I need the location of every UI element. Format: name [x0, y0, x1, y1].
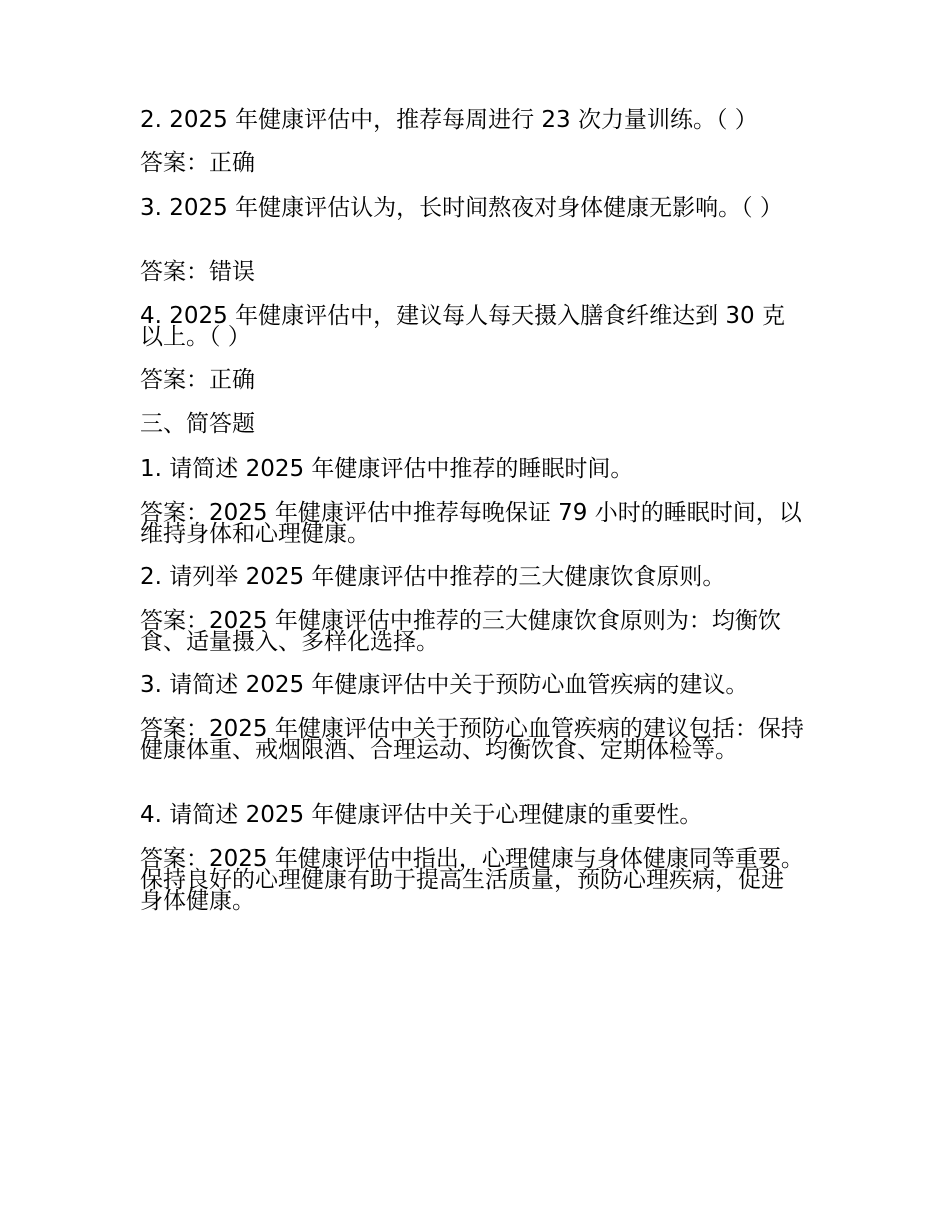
- sa-question-3: 3. 请简述 2025 年健康评估中关于预防心血管疾病的建议。: [140, 672, 749, 698]
- sa-answer-2: 答案：2025 年健康评估中推荐的三大健康饮食原则为：均衡饮食、适量摄入、多样化选择。: [140, 608, 781, 655]
- sa-question-1: 1. 请简述 2025 年健康评估中推荐的睡眠时间。: [140, 456, 634, 482]
- sa-answer-3: 答案：2025 年健康评估中关于预防心血管疾病的建议包括：保持健康体重、戒烟限酒、合理运动、均衡饮食、定期体检等。: [140, 716, 804, 763]
- sa-answer-1: 答案：2025 年健康评估中推荐每晚保证 79 小时的睡眠时间，以维持身体和心理健康。: [140, 500, 802, 547]
- tf-question-4: 4. 2025 年健康评估中，建议每人每天摄入膳食纤维达到 30 克以上。（ ）: [140, 303, 785, 350]
- tf-question-3: 3. 2025 年健康评估认为，长时间熬夜对身体健康无影响。（ ）: [140, 195, 783, 221]
- tf-answer-3: 答案：错误: [140, 259, 255, 285]
- sa-question-2: 2. 请列举 2025 年健康评估中推荐的三大健康饮食原则。: [140, 564, 726, 590]
- tf-answer-4: 答案：正确: [140, 367, 255, 393]
- sa-answer-4: 答案：2025 年健康评估中指出，心理健康与身体健康同等重要。保持良好的心理健康有助于提高生活质量，预防心理疾病，促进身体健康。: [140, 846, 804, 914]
- tf-answer-2: 答案：正确: [140, 150, 255, 176]
- tf-question-2: 2. 2025 年健康评估中，推荐每周进行 23 次力量训练。（ ）: [140, 107, 758, 133]
- sa-question-4: 4. 请简述 2025 年健康评估中关于心理健康的重要性。: [140, 802, 703, 828]
- section-heading-short-answer: 三、简答题: [140, 411, 255, 437]
